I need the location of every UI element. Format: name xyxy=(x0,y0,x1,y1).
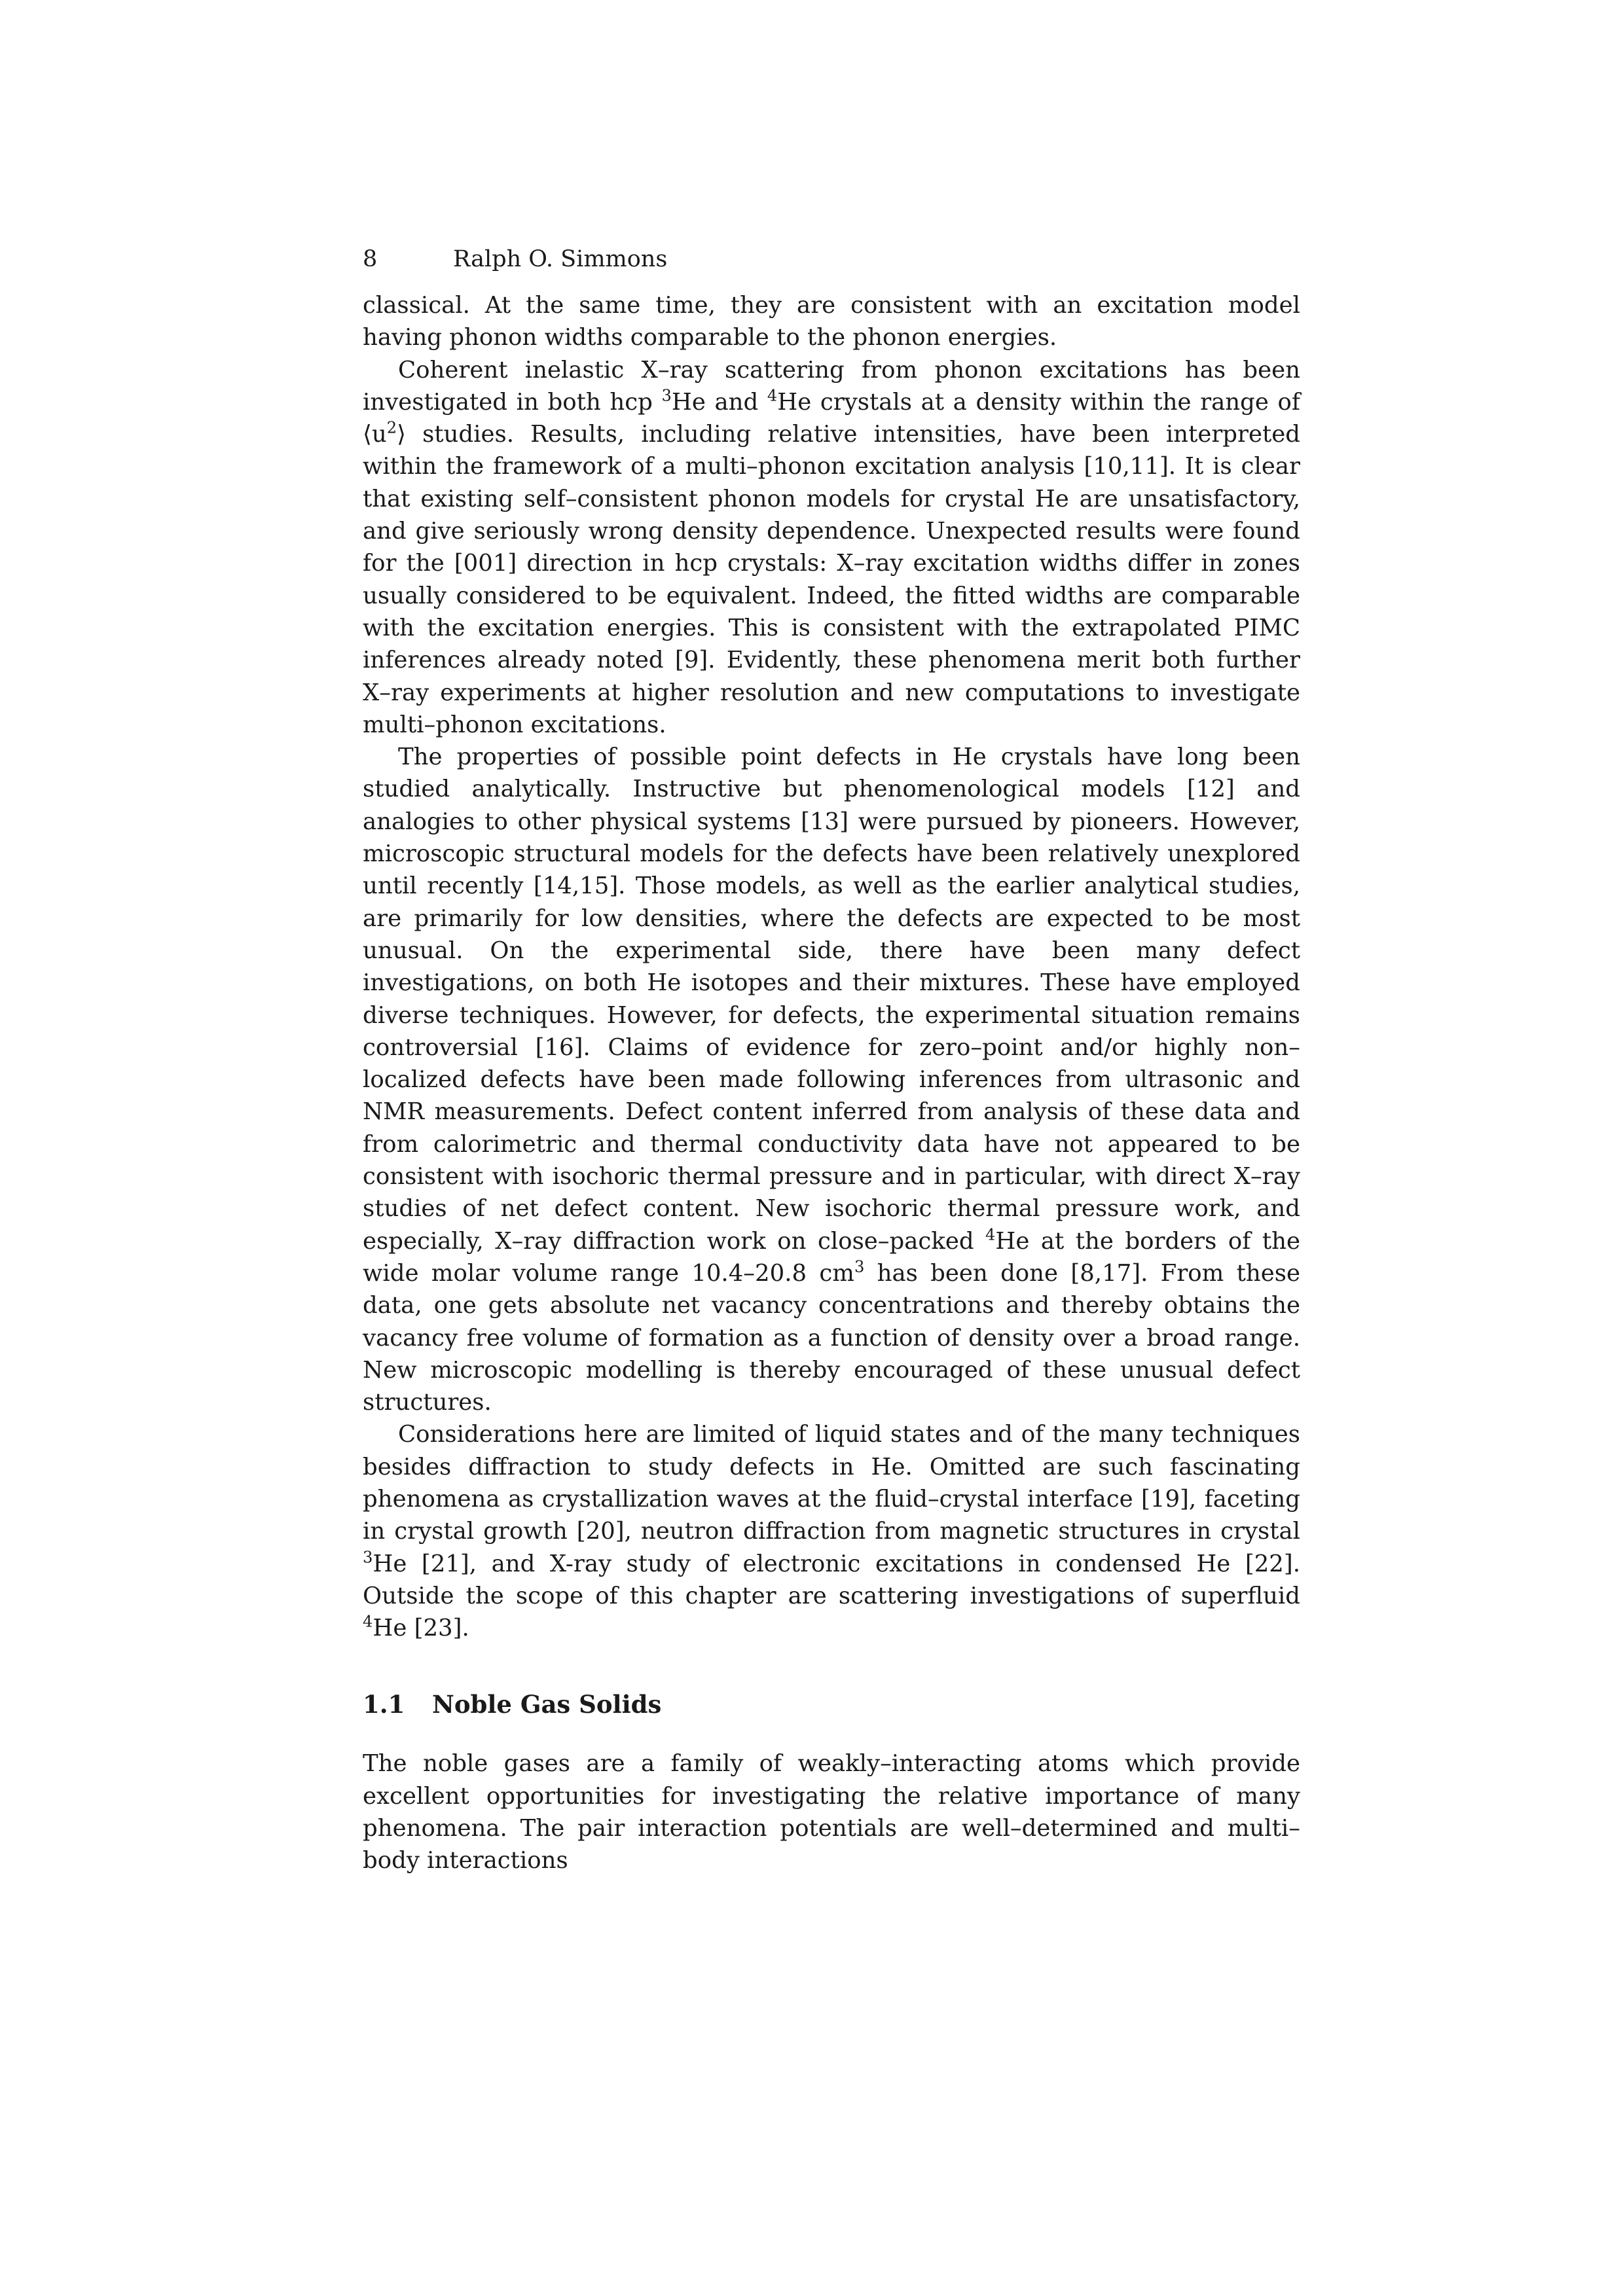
paragraph-3-text: The properties of possible point defects in He crystals have long been studied analytically. Instructive but phenomenological models [12] and analogies to other physical systems [13] were pursued by pioneers. However, microscopic structural models for the defects have been relatively unexplored until recently [14,15]. Those models, as well as the earlier analytical studies, are primarily for low densities, where the defects are expected to be most unusual. On the experimental side, there have been many defect investigations, on both He isotopes and their mixtures. These have employed diverse techniques. However, for defects, the experimental situation remains controversial [16]. Claims of evidence for zero–point and/or highly non–localized defects have been made following inferences from ultrasonic and NMR measurements. Defect content inferred from analysis of these data and from calorimetric and thermal conductivity data have not appeared to be consistent with isochoric thermal pressure and in particular, with direct X–ray studies of net defect content. New isochoric thermal pressure work, and especially, X–ray diffraction work on close–packed xyxy=(363,744,1300,1255)
superscript: 4 xyxy=(767,386,778,405)
paragraph-2-text: He crystals at a density within the range of ⟨u xyxy=(363,388,1301,448)
paragraph-4-text: He [23]. xyxy=(373,1615,469,1642)
page xyxy=(363,243,1300,1877)
section-heading xyxy=(363,1687,1300,1721)
paragraph-4-text: Considerations here are limited of liquid states and of the many techniques besides diffraction to study defects in He. Omitted are such fascinating phenomena as crystallization waves at the fluid–crystal interface [19], faceting in crystal growth [20], neutron diffraction from magnetic structures in crystal xyxy=(363,1421,1300,1545)
paragraph-4-text: He [21], and X-ray study of electronic excitations in condensed He [22]. Outside the scope of this chapter are scattering investigations of superfluid xyxy=(363,1550,1300,1609)
paragraph-3 xyxy=(363,741,1300,1418)
section-title: Noble Gas Solids xyxy=(432,1690,662,1719)
paragraph-2 xyxy=(363,354,1300,742)
superscript: 4 xyxy=(985,1225,996,1244)
paragraph-1: classical. At the same time, they are consistent with an excitation model having phonon widths comparable to the phonon energies. xyxy=(363,292,1300,351)
author-name: Ralph O. Simmons xyxy=(453,246,668,272)
paragraph-2-text: ⟩ studies. Results, including relative intensities, have been interpreted within the framework of a multi–phonon excitation analysis [10,11]. It is clear that existing self–consistent phonon models for crystal He are unsatisfactory, and give seriously wrong density dependence. Unexpected results were found for the [001] direction in hcp crystals: X–ray excitation widths differ in zones usually considered to be equivalent. Indeed, the fitted widths are comparable with the excitation energies. This is consistent with the extrapolated PIMC inferences already noted [9]. Evidently, these phenomena merit both further X–ray experiments at higher resolution and new computations to investigate multi–phonon excitations. xyxy=(363,421,1300,738)
paragraph-2-text: Coherent inelastic X–ray scattering from phonon excitations has been investigated in both hcp xyxy=(363,356,1300,416)
running-head xyxy=(363,243,1300,275)
paragraph-5: The noble gases are a family of weakly–interacting atoms which provide excellent opportunities for investigating the relative importance of many phenomena. The pair interaction potentials are well–determined and multi–body interactions xyxy=(363,1750,1300,1874)
page-number: 8 xyxy=(363,246,378,272)
superscript: 3 xyxy=(661,386,672,405)
paragraph-2-text: He and xyxy=(671,388,767,416)
superscript: 3 xyxy=(854,1257,865,1276)
superscript: 4 xyxy=(363,1612,373,1631)
body-text xyxy=(363,289,1300,1877)
superscript: 2 xyxy=(386,418,397,437)
paragraph-3-text: He at the borders of the wide molar volume range 10.4–20.8 cm xyxy=(363,1227,1300,1287)
paragraph-3-text: has been done [8,17]. From these data, one gets absolute net vacancy concentrations and thereby obtains the vacancy free volume of formation as a function of density over a broad range. New microscopic modelling is thereby encouraged of these unusual defect structures. xyxy=(363,1259,1300,1416)
superscript: 3 xyxy=(363,1548,373,1567)
section-number: 1.1 xyxy=(363,1690,405,1719)
paragraph-4 xyxy=(363,1418,1300,1644)
